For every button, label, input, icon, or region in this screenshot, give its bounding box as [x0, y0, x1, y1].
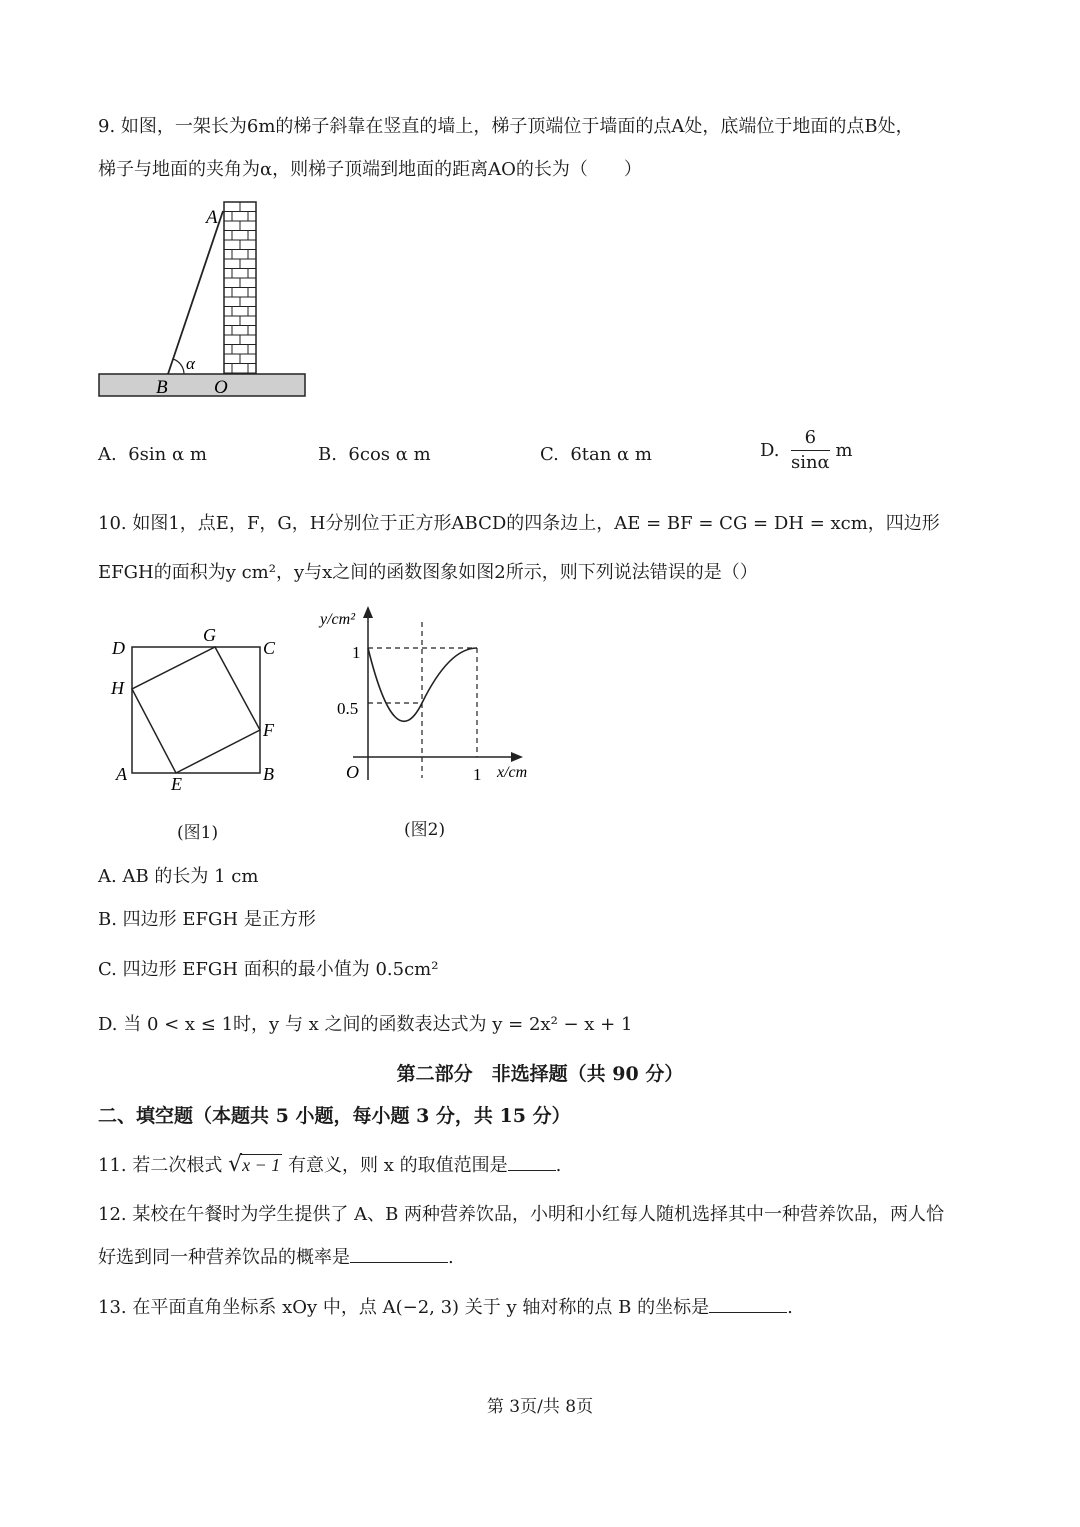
y-axis-arrow [363, 606, 373, 618]
origin-label: O [346, 762, 359, 782]
label-E: E [171, 774, 182, 794]
q9-option-d[interactable] [760, 428, 853, 473]
q12-line2 [98, 1243, 454, 1269]
label-H: H [111, 678, 124, 698]
q10-figure2-caption: (图2) [404, 820, 446, 840]
tick-x1: 1 [473, 765, 482, 784]
label-D: D [112, 638, 125, 658]
q10-option-d[interactable]: D. 当 0 < x ≤ 1时，y 与 x 之间的函数表达式为 y = 2x² − x + 1 [98, 1014, 633, 1035]
q11-radicand: x − 1 [242, 1155, 281, 1175]
label-A: A [116, 764, 127, 784]
q9-ladder-figure [96, 195, 311, 405]
q9-option-d-fraction [791, 428, 830, 473]
label-C: C [263, 638, 276, 658]
q13-end: . [787, 1297, 793, 1318]
q10-figure1-square [104, 620, 284, 800]
sqrt-sign: √ [228, 1152, 243, 1177]
tick-y1: 1 [352, 643, 361, 662]
q11-end: . [555, 1155, 562, 1176]
x-axis-label: x/cm [497, 764, 528, 781]
q10-option-b[interactable]: B. 四边形 EFGH 是正方形 [98, 909, 316, 930]
q9-option-c[interactable] [540, 444, 652, 465]
label-B: B [263, 764, 274, 784]
q9-option-c-text: 6tan α m [570, 444, 652, 465]
q10-figure1-caption: (图1) [177, 823, 219, 843]
q10-option-c[interactable]: C. 四边形 EFGH 面积的最小值为 0.5cm² [98, 959, 439, 980]
q10-option-a[interactable]: A. AB 的长为 1 cm [98, 866, 259, 887]
q11-before: 11. 若二次根式 [98, 1155, 223, 1176]
q9-option-a-letter: A. [98, 444, 117, 465]
ladder [168, 211, 223, 374]
quad-EFGH [132, 647, 260, 773]
q9-option-d-numerator: 6 [791, 428, 830, 451]
q9-option-b[interactable] [318, 444, 431, 465]
q12-end: . [448, 1247, 454, 1268]
q11-answer-blank[interactable] [508, 1152, 556, 1171]
q9-option-d-unit: m [835, 439, 853, 461]
section2-title: 二、填空题（本题共 5 小题，每小题 3 分，共 15 分） [98, 1105, 571, 1127]
square-ABCD [132, 647, 260, 773]
angle-arc [173, 359, 184, 374]
q10-figure2-graph [315, 600, 545, 795]
q11-line [98, 1151, 561, 1177]
q9-stem-line2: 梯子与地面的夹角为α，则梯子顶端到地面的距离AO的长为（ ） [98, 159, 642, 180]
q13-text: 13. 在平面直角坐标系 xOy 中，点 A(−2, 3) 关于 y 轴对称的点 B 的坐标是 [98, 1297, 710, 1318]
label-O: O [214, 377, 228, 398]
x-axis-arrow [511, 752, 523, 762]
label-B: B [156, 377, 168, 398]
q10-stem-line1: 10. 如图1，点E，F，G，H分别位于正方形ABCD的四条边上，AE = BF = CG = DH = xcm，四边形 [98, 513, 940, 534]
q9-stem-line1: 9. 如图，一架长为6m的梯子斜靠在竖直的墙上，梯子顶端位于墙面的点A处，底端位于地面的点B处， [98, 116, 914, 137]
q9-option-b-letter: B. [318, 444, 337, 465]
ground [99, 374, 305, 396]
tick-y05: 0.5 [337, 699, 359, 718]
label-alpha: α [186, 354, 195, 373]
q9-option-d-letter: D. [760, 439, 780, 461]
q10-stem-line2: EFGH的面积为y cm²，y与x之间的函数图象如图2所示，则下列说法错误的是（） [98, 562, 758, 583]
part2-title: 第二部分 非选择题（共 90 分） [396, 1063, 684, 1085]
q13-line [98, 1293, 793, 1319]
q11-after: 有意义，则 x 的取值范围是 [288, 1155, 508, 1176]
q12-line1: 12. 某校在午餐时为学生提供了 A、B 两种营养饮品，小明和小红每人随机选择其中一种营养饮品，两人恰 [98, 1204, 945, 1225]
q12-answer-blank[interactable] [350, 1244, 448, 1263]
q13-answer-blank[interactable] [709, 1294, 787, 1313]
label-A: A [206, 207, 218, 228]
q9-option-d-denominator: sinα [790, 451, 830, 473]
y-axis-label: y/cm² [320, 611, 355, 628]
q9-option-b-text: 6cos α m [348, 444, 431, 465]
label-G: G [203, 625, 216, 645]
q9-option-c-letter: C. [540, 444, 559, 465]
q12-line2-text: 好选到同一种营养饮品的概率是 [98, 1247, 350, 1268]
q9-option-a[interactable] [98, 444, 207, 465]
label-F: F [263, 720, 274, 740]
q9-option-a-text: 6sin α m [128, 444, 207, 465]
page-footer: 第 3页/共 8页 [486, 1397, 594, 1417]
